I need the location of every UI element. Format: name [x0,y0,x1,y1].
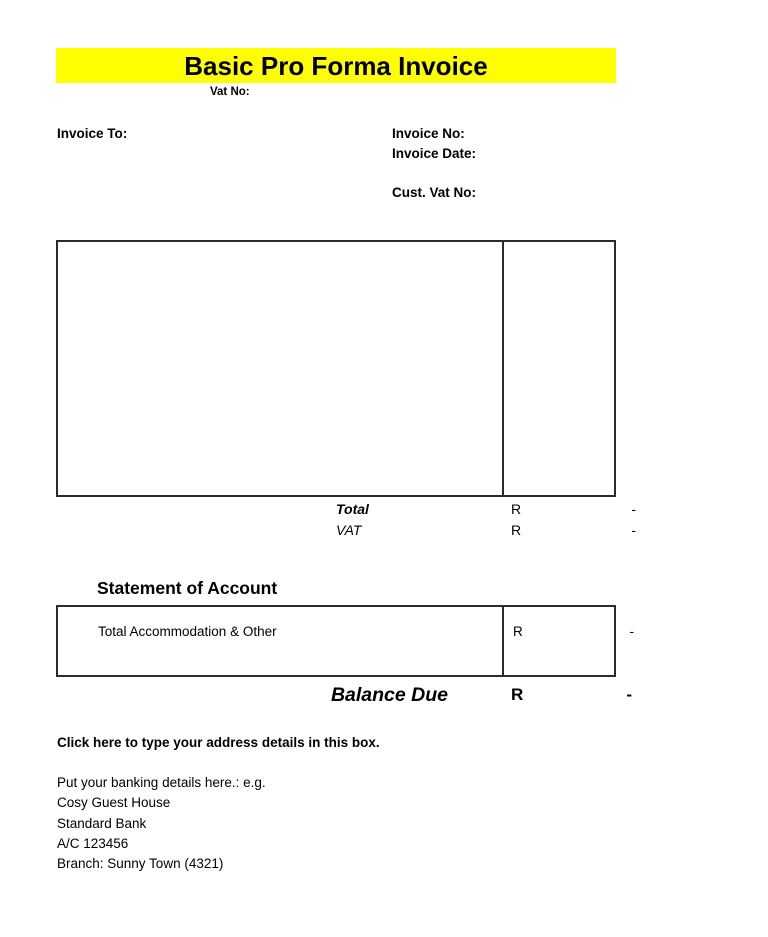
balance-due-value: - [626,685,632,704]
statement-of-account-table [56,605,634,677]
statement-of-account-heading: Statement of Account [97,578,278,598]
page-title: Basic Pro Forma Invoice [184,50,488,81]
title-banner [56,48,616,83]
statement-row-value[interactable]: - [629,624,634,639]
invoice-meta-block [392,124,476,203]
address-prompt-text[interactable]: Click here to type your address details in this box. [57,735,380,750]
banking-line: Standard Bank [57,815,147,831]
banking-line: Branch: Sunny Town (4321) [57,856,224,872]
meta-spacer [392,164,476,183]
balance-due-label: Balance Due [330,684,448,706]
banking-details-block [57,773,266,874]
total-label: Total [336,501,369,517]
total-value: - [631,501,636,517]
banking-line: Put your banking details here.: e.g. [57,775,266,790]
vat-value: - [631,522,636,538]
vat-no-label: Vat No: [210,86,250,98]
invoice-to-label: Invoice To: [57,126,128,141]
statement-row-description: Total Accommodation & Other [98,624,277,639]
vat-currency: R [511,522,522,538]
total-row [56,499,636,520]
items-amount-cell[interactable] [504,242,614,495]
cust-vat-no-label: Cust. Vat No: [392,184,477,200]
totals-block [56,499,636,541]
total-currency: R [511,501,522,517]
banking-line: Cosy Guest House [57,795,171,811]
statement-column-divider [502,607,504,675]
items-table [56,240,616,497]
statement-row-currency: R [513,624,523,639]
vat-row [56,520,636,541]
invoice-date-label: Invoice Date: [392,145,477,161]
invoice-no-label: Invoice No: [392,126,465,141]
balance-due-currency: R [511,685,524,704]
balance-due-row [56,682,632,708]
vat-label: VAT [336,522,362,538]
banking-line: A/C 123456 [57,835,129,851]
items-description-cell[interactable] [58,242,502,495]
